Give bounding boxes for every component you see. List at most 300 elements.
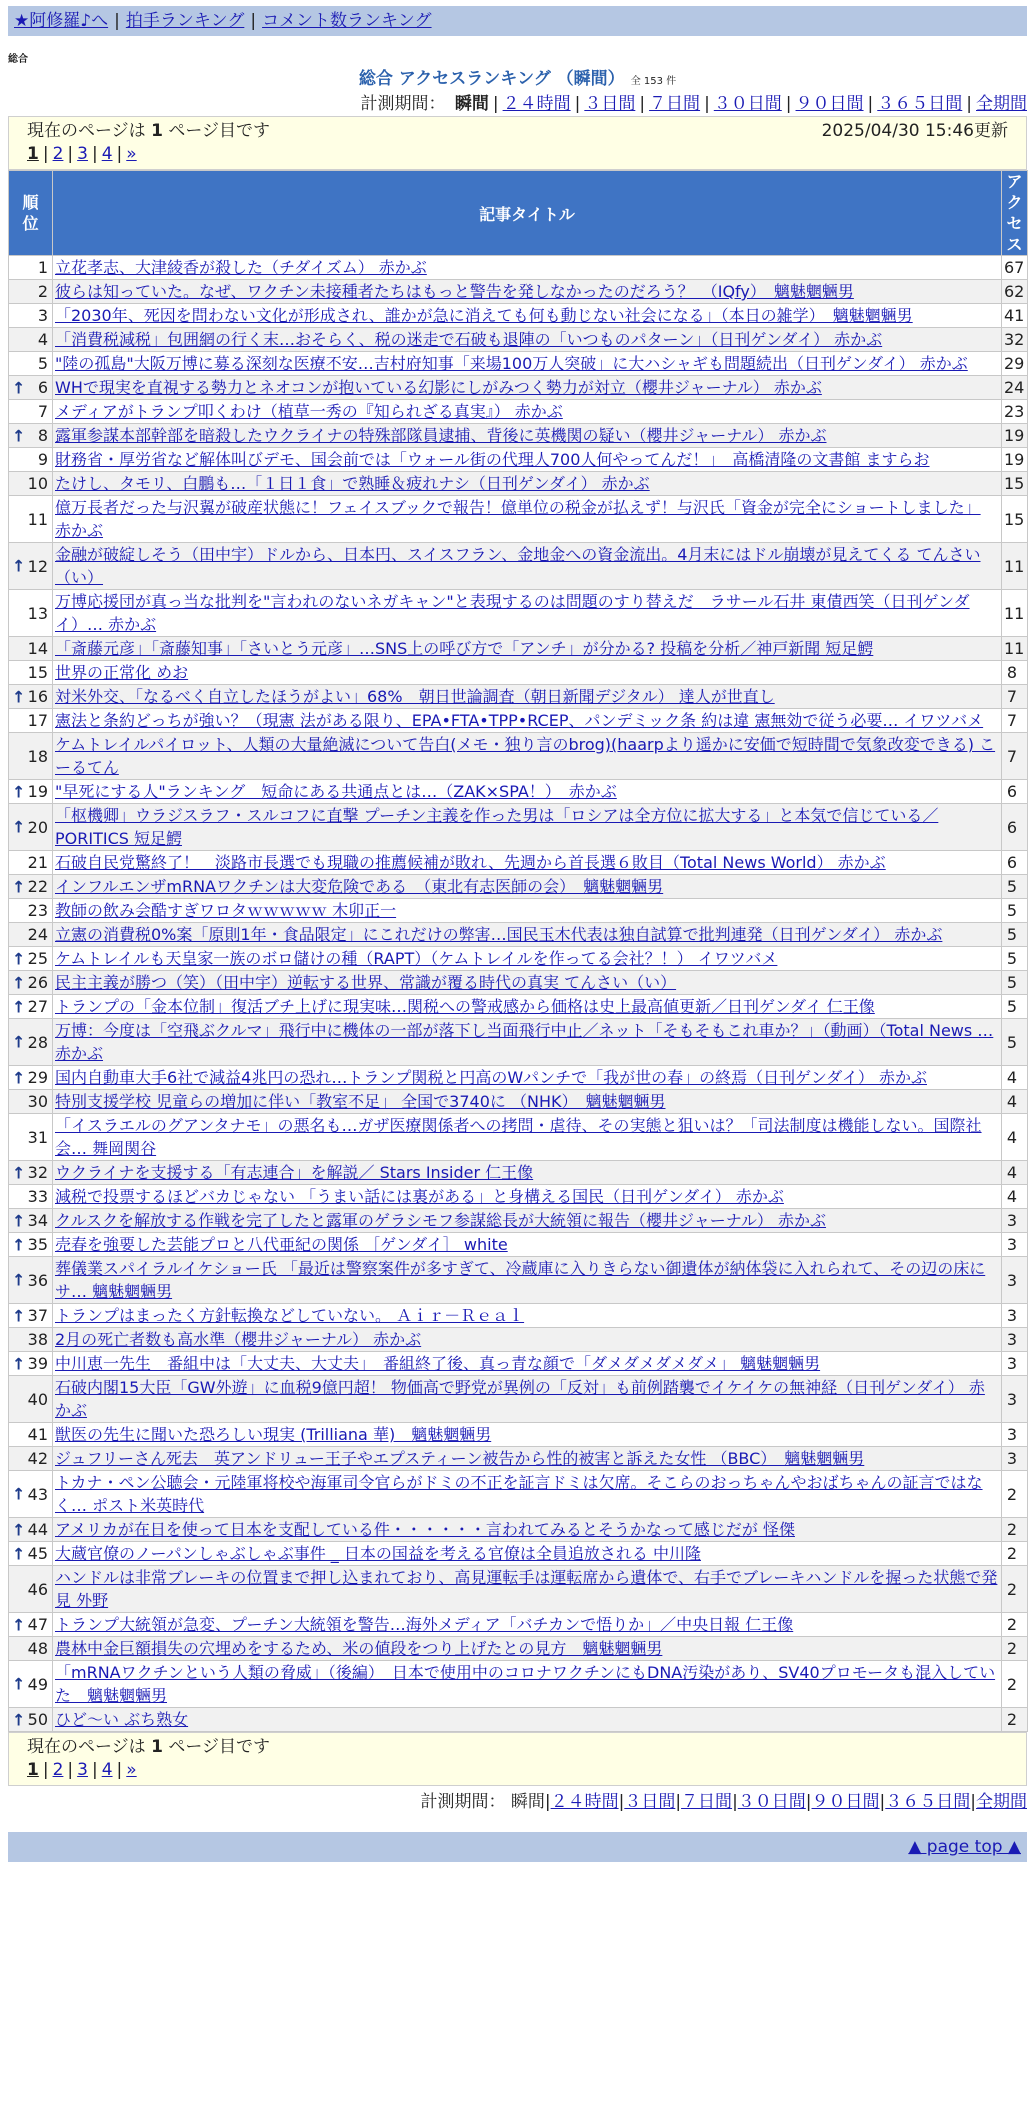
period-option-bottom[interactable]: ９０日間 <box>811 1792 880 1812</box>
period-option-bottom[interactable]: ２４時間 <box>550 1792 619 1812</box>
period-option[interactable]: ３日間 <box>584 94 636 114</box>
table-row <box>9 851 1028 875</box>
title-cell <box>53 496 1002 543</box>
table-row <box>9 280 1028 304</box>
access-count: 5 <box>1002 971 1028 995</box>
article-title-link[interactable]: 「消費税減税」包囲網の行く末…おそらく、税の迷走で石破も退陣の「いつものパターン」（日刊ゲンダイ） 赤かぶ <box>55 330 883 349</box>
title-cell <box>53 899 1002 923</box>
rank-cell <box>9 448 53 472</box>
pager-link[interactable]: 3 <box>77 144 88 164</box>
rank-cell <box>9 543 53 590</box>
pager-separator: | <box>67 1760 74 1780</box>
rank-cell <box>9 923 53 947</box>
rank-cell <box>9 1566 53 1613</box>
access-count: 5 <box>1002 899 1028 923</box>
rank-up-arrow-icon: ↑ <box>12 1354 26 1373</box>
rank-number: 32 <box>27 1163 48 1182</box>
rank-up-arrow-icon: ↑ <box>12 1710 26 1729</box>
rank-number: 43 <box>27 1484 48 1504</box>
rank-number: 23 <box>27 901 48 920</box>
title-cell <box>53 1447 1002 1471</box>
article-title-link[interactable]: インフルエンザmRNAワクチンは大変危険である （東北有志医師の会） 魑魅魍魎男 <box>55 877 664 896</box>
article-title-link[interactable]: ケムトレイルパイロット、人類の大量絶滅について告白(メモ・独り言のbrog)(haarpより遥かに安価で短時間で気象改変できる) こーるてん <box>55 735 996 777</box>
rank-number: 44 <box>27 1520 48 1539</box>
rank-number: 20 <box>27 817 48 837</box>
rank-up-arrow-icon: ↑ <box>12 817 26 837</box>
title-cell <box>53 923 1002 947</box>
col-header-access-label: アク セス <box>1006 172 1023 254</box>
access-count: 2 <box>1002 1637 1028 1661</box>
period-separator: | <box>805 1792 812 1812</box>
access-count: 2 <box>1002 1471 1028 1518</box>
rank-cell <box>9 1518 53 1542</box>
rank-cell <box>9 400 53 424</box>
article-title-link[interactable]: 財務省・厚労省など解体叫びデモ、国会前では「ウォール街の代理人700人何やってんだ！」 高橋清隆の文書館 ますらお <box>55 450 930 469</box>
access-count: 29 <box>1002 352 1028 376</box>
title-cell <box>53 1542 1002 1566</box>
rank-cell <box>9 1233 53 1257</box>
period-option-bottom[interactable]: ３０日間 <box>737 1792 806 1812</box>
pagination <box>27 142 1008 166</box>
access-count: 2 <box>1002 1542 1028 1566</box>
title-cell <box>53 376 1002 400</box>
rank-number: 28 <box>27 1032 48 1052</box>
article-title-link[interactable]: たけし、タモリ、白鵬も…「１日１食」で熟睡＆疲れナシ（日刊ゲンダイ） 赤かぶ <box>55 474 650 493</box>
table-row <box>9 1376 1028 1423</box>
table-row <box>9 1257 1028 1304</box>
rank-cell <box>9 899 53 923</box>
period-separator: | <box>574 94 581 114</box>
rank-up-arrow-icon: ↑ <box>12 1270 26 1290</box>
comment-ranking-link[interactable]: コメント数ランキング <box>262 11 432 31</box>
rank-cell <box>9 1161 53 1185</box>
table-row <box>9 899 1028 923</box>
rank-number: 1 <box>37 258 48 277</box>
table-row <box>9 1233 1028 1257</box>
title-cell <box>53 1114 1002 1161</box>
article-title-link[interactable]: ひど～い ぶち熟女 <box>55 1710 189 1729</box>
table-row <box>9 543 1028 590</box>
footer-bar <box>8 1832 1027 1862</box>
rank-number: 13 <box>27 603 48 623</box>
pager-separator: | <box>42 1760 49 1780</box>
page-info-box <box>8 116 1027 170</box>
rank-cell <box>9 1066 53 1090</box>
rank-cell <box>9 851 53 875</box>
rank-cell <box>9 1019 53 1066</box>
title-cell <box>53 1471 1002 1518</box>
table-row <box>9 1661 1028 1708</box>
rank-number: 9 <box>37 450 48 469</box>
article-title-link[interactable]: 万博：今度は「空飛ぶクルマ」飛行中に機体の一部が落下し当面飛行中止／ネット「そもそもこれ車か？」（動画）（Total News … 赤かぶ <box>55 1021 994 1063</box>
period-option-bottom[interactable]: ３６５日間 <box>885 1792 971 1812</box>
rank-cell <box>9 1090 53 1114</box>
article-title-link[interactable]: 減税で投票するほどバカじゃない 「うまい話には裏がある」と身構える国民（日刊ゲンダイ） 赤かぶ <box>55 1187 784 1206</box>
period-separator: | <box>544 1792 551 1812</box>
pager-link[interactable]: 2 <box>52 144 64 164</box>
title-cell <box>53 1090 1002 1114</box>
table-row <box>9 1566 1028 1613</box>
period-option[interactable]: ９０日間 <box>795 94 864 114</box>
title-cell <box>53 709 1002 733</box>
page-title: 総合 アクセスランキング （瞬間） <box>358 69 625 89</box>
rank-number: 7 <box>37 402 48 421</box>
col-header-title: 記事タイトル <box>53 171 1002 256</box>
rank-number: 5 <box>37 354 48 373</box>
title-cell <box>53 637 1002 661</box>
clap-ranking-link[interactable]: 拍手ランキング <box>125 11 245 31</box>
period-option-bottom[interactable]: ３日間 <box>624 1792 676 1812</box>
article-title-link[interactable]: 「イスラエルのグアンタナモ」の悪名も…ガザ医療関係者への拷問・虐待、その実態と狙いは？「司法制度は機能しない。国際社会… 舞岡関谷 <box>55 1116 982 1158</box>
rank-number: 30 <box>27 1092 48 1111</box>
period-selector-bottom <box>8 1790 1027 1814</box>
table-row <box>9 637 1028 661</box>
access-count: 3 <box>1002 1328 1028 1352</box>
rank-number: 11 <box>27 509 48 529</box>
article-title-link[interactable]: アメリカが在日を使って日本を支配している件・・・・・・言われてみるとそうかなって感じだが 怪傑 <box>55 1520 795 1539</box>
access-count: 2 <box>1002 1518 1028 1542</box>
period-separator: | <box>732 1792 738 1812</box>
rank-cell <box>9 637 53 661</box>
article-title-link[interactable]: 露軍参謀本部幹部を暗殺したウクライナの特殊部隊員逮捕、背後に英機関の疑い（櫻井ジャーナル） 赤かぶ <box>55 426 827 445</box>
rank-number: 48 <box>27 1639 48 1658</box>
title-cell <box>53 1161 1002 1185</box>
access-count: 19 <box>1002 448 1028 472</box>
article-title-link[interactable]: 葬儀業スパイラルイケショー氏 「最近は警察案件が多すぎて、冷蔵庫に入りきらない御遺体が納体袋に入れられて、その辺の床にサ… 魑魅魍魎男 <box>55 1259 986 1301</box>
article-title-link[interactable]: 万博応援団が真っ当な批判を"言われのないネガキャン"と表現するのは問題のすり替えだ ラサール石井 東債西笑（日刊ゲンダイ）… 赤かぶ <box>55 592 970 634</box>
updated-timestamp: 2025/04/30 15:46更新 <box>821 121 1008 141</box>
rank-number: 19 <box>27 782 48 801</box>
article-title-link[interactable]: 石破自民党驚終了！ 淡路市長選でも現職の推薦候補が敗れ、先週から首長選６敗目（Total News World） 赤かぶ <box>55 853 886 872</box>
rank-up-arrow-icon: ↑ <box>12 949 26 968</box>
table-row <box>9 685 1028 709</box>
rank-up-arrow-icon: ↑ <box>12 1211 26 1230</box>
table-row <box>9 1708 1028 1732</box>
title-cell <box>53 590 1002 637</box>
table-row <box>9 448 1028 472</box>
article-title-link[interactable]: 獣医の先生に聞いた恐ろしい現実 (Trilliana 華) 魑魅魍魎男 <box>55 1425 492 1444</box>
access-count: 4 <box>1002 1161 1028 1185</box>
rank-number: 16 <box>27 687 48 706</box>
access-count: 62 <box>1002 280 1028 304</box>
access-count: 5 <box>1002 875 1028 899</box>
access-count: 67 <box>1002 256 1028 280</box>
article-title-link[interactable]: ハンドルは非常ブレーキの位置まで押し込まれており、高見運転手は運転席から遺体で、右手でブレーキハンドルを握った状態で発見 外野 <box>55 1568 998 1610</box>
period-option[interactable]: ３０日間 <box>713 94 782 114</box>
rank-up-arrow-icon: ↑ <box>12 556 26 576</box>
rank-number: 10 <box>27 474 48 493</box>
access-count: 7 <box>1002 685 1028 709</box>
article-title-link[interactable]: 対米外交、「なるべく自立したほうがよい」68% 朝日世論調査（朝日新聞デジタル） 達人が世直し <box>55 687 775 706</box>
table-row <box>9 1304 1028 1328</box>
article-title-link[interactable]: "陸の孤島"大阪万博に募る深刻な医療不安…吉村府知事「来場100万人突破」に大ハシャギも問題続出（日刊ゲンダイ） 赤かぶ <box>55 354 968 373</box>
rank-cell <box>9 496 53 543</box>
article-title-link[interactable]: トカナ・ペン公聴会・元陸軍将校や海軍司令官らがドミの不正を証言ドミは欠席。そこらのおっちゃんやおばちゃんの証言ではなく… ポスト米英時代 <box>55 1473 983 1515</box>
table-row <box>9 328 1028 352</box>
title-cell <box>53 733 1002 780</box>
access-count: 3 <box>1002 1447 1028 1471</box>
article-title-link[interactable]: トランプはまったく方針転換などしていない。 Ａｉｒ－Ｒｅａｌ <box>55 1306 525 1325</box>
pager-separator: | <box>91 1760 98 1780</box>
rank-cell <box>9 1352 53 1376</box>
table-row <box>9 376 1028 400</box>
article-title-link[interactable]: 金融が破綻しそう（田中宇）ドルから、日本円、スイスフラン、金地金への資金流出。4月末にはドル崩壊が見えてくる てんさい（い） <box>55 545 981 587</box>
title-cell <box>53 256 1002 280</box>
period-separator: | <box>618 1792 625 1812</box>
rank-number: 35 <box>27 1235 48 1254</box>
table-row <box>9 1613 1028 1637</box>
access-count: 5 <box>1002 995 1028 1019</box>
title-cell <box>53 685 1002 709</box>
rank-up-arrow-icon: ↑ <box>12 426 26 445</box>
rank-cell <box>9 352 53 376</box>
access-count: 4 <box>1002 1185 1028 1209</box>
article-title-link[interactable]: "早死にする人"ランキング 短命にある共通点とは…（ZAK×SPA！） 赤かぶ <box>55 782 617 801</box>
rank-up-arrow-icon: ↑ <box>12 687 26 706</box>
table-row <box>9 400 1028 424</box>
table-row <box>9 1161 1028 1185</box>
rank-number: 17 <box>27 711 48 730</box>
access-count: 2 <box>1002 1661 1028 1708</box>
article-title-link[interactable]: 立花孝志、大津綾香が殺した（チダイズム） 赤かぶ <box>55 258 427 277</box>
title-cell <box>53 875 1002 899</box>
table-row <box>9 1066 1028 1090</box>
access-count: 4 <box>1002 1066 1028 1090</box>
article-title-link[interactable]: WHで現実を直視する勢力とネオコンが抱いている幻影にしがみつく勢力が対立（櫻井ジャーナル） 赤かぶ <box>55 378 822 397</box>
article-title-link[interactable]: 「mRNAワクチンという人類の脅威」（後編） 日本で使用中のコロナワクチンにもDNA汚染があり、SV40プロモータも混入していた 魑魅魍魎男 <box>55 1663 996 1705</box>
pager-link-bottom: 1 <box>27 1760 39 1780</box>
access-count: 3 <box>1002 1233 1028 1257</box>
title-cell <box>53 1257 1002 1304</box>
access-count: 2 <box>1002 1566 1028 1613</box>
period-separator: | <box>966 94 972 114</box>
article-title-link[interactable]: 国内自動車大手6社で減益4兆円の恐れ…トランプ関税と円高のWパンチで「我が世の春」の終焉（日刊ゲンダイ） 赤かぶ <box>55 1068 927 1087</box>
pager-link: 1 <box>27 144 39 164</box>
article-title-link[interactable]: メディアがトランプ叩くわけ（植草一秀の『知られざる真実』） 赤かぶ <box>55 402 563 421</box>
table-row <box>9 1637 1028 1661</box>
table-row <box>9 1090 1028 1114</box>
rank-cell <box>9 1114 53 1161</box>
article-title-link[interactable]: ケムトレイルも天皇家一族のボロ儲けの種（RAPT）（ケムトレイルを作ってる会社？！） イワツバメ <box>55 949 778 968</box>
title-cell <box>53 1304 1002 1328</box>
title-cell <box>53 1019 1002 1066</box>
title-cell <box>53 472 1002 496</box>
access-count: 3 <box>1002 1423 1028 1447</box>
rank-number: 27 <box>27 997 48 1016</box>
rank-cell <box>9 947 53 971</box>
rank-cell <box>9 780 53 804</box>
article-title-link[interactable]: 民主主義が勝つ（笑）（田中宇）逆転する世界、常識が覆る時代の真実 てんさい（い） <box>55 973 677 992</box>
table-row <box>9 1447 1028 1471</box>
rank-cell <box>9 1209 53 1233</box>
access-count: 3 <box>1002 1376 1028 1423</box>
title-cell <box>53 280 1002 304</box>
rank-number: 12 <box>27 556 48 576</box>
rank-cell <box>9 1447 53 1471</box>
title-cell <box>53 328 1002 352</box>
period-option-bottom: 瞬間 <box>510 1792 545 1812</box>
table-row <box>9 1185 1028 1209</box>
period-option[interactable]: ３６５日間 <box>877 94 963 114</box>
title-cell <box>53 543 1002 590</box>
table-row <box>9 661 1028 685</box>
article-title-link[interactable]: ウクライナを支援する「有志連合」を解説／ Stars Insider 仁王像 <box>55 1163 534 1182</box>
article-title-link[interactable]: 売春を強要した芸能プロと八代亜紀の関係 ［ゲンダイ］ white <box>55 1235 508 1254</box>
rank-up-arrow-icon: ↑ <box>12 1615 26 1634</box>
rank-number: 21 <box>27 853 48 872</box>
rank-cell <box>9 661 53 685</box>
access-count: 7 <box>1002 733 1028 780</box>
pager-link-bottom[interactable]: 3 <box>77 1760 88 1780</box>
table-row <box>9 1328 1028 1352</box>
table-row <box>9 590 1028 637</box>
title-cell <box>53 995 1002 1019</box>
title-cell <box>53 1352 1002 1376</box>
period-option-bottom[interactable]: 全期間 <box>976 1792 1027 1812</box>
period-separator: | <box>867 94 874 114</box>
pager-separator: | <box>67 144 74 164</box>
title-cell <box>53 1708 1002 1732</box>
article-title-link[interactable]: 特別支援学校 児童らの増加に伴い「教室不足」 全国で3740に （NHK） 魑魅魍魎男 <box>55 1092 666 1111</box>
rank-cell <box>9 590 53 637</box>
title-cell <box>53 1661 1002 1708</box>
title-cell <box>53 1637 1002 1661</box>
article-title-link[interactable]: 億万長者だった与沢翼が破産状態に！フェイスブックで報告！億単位の税金が払えず！与沢氏「資金が完全にショートしました」 赤かぶ <box>55 498 981 540</box>
period-selector <box>8 92 1027 116</box>
access-count: 11 <box>1002 590 1028 637</box>
rank-number: 14 <box>27 639 48 658</box>
pager-link[interactable]: 4 <box>101 144 113 164</box>
article-title-link[interactable]: 石破内閣15大臣「GW外遊」に血税9億円超！ 物価高で野党が異例の「反対」も前例踏襲でイケイケの無神経（日刊ゲンダイ） 赤かぶ <box>55 1378 985 1420</box>
article-title-link[interactable]: クルスクを解放する作戦を完了したと露軍のゲラシモフ参謀総長が大統領に報告（櫻井ジャーナル） 赤かぶ <box>55 1211 827 1230</box>
table-row <box>9 1114 1028 1161</box>
rank-number: 24 <box>27 925 48 944</box>
article-title-link[interactable]: ジュフリーさん死去 英アンドリュー王子やエプスティーン被告から性的被害と訴えた女性 （BBC） 魑魅魍魎男 <box>55 1449 865 1468</box>
article-title-link[interactable]: 教師の飲み会酷すぎワロタｗｗｗｗｗ 木卯正一 <box>55 901 397 920</box>
article-title-link[interactable]: 立憲の消費税0%案「原則1年・食品限定」にこれだけの弊害…国民玉木代表は独自試算で批判連発（日刊ゲンダイ） 赤かぶ <box>55 925 943 944</box>
article-title-link[interactable]: 「2030年、死因を問わない文化が形成され、誰かが急に消えても何も動じない社会になる」（本日の雑学） 魑魅魍魎男 <box>55 306 913 325</box>
period-separator: | <box>639 94 646 114</box>
access-count: 41 <box>1002 304 1028 328</box>
access-count: 4 <box>1002 1090 1028 1114</box>
article-title-link[interactable]: 「斎藤元彦」「斎藤知事」「さいとう元彦」…SNS上の呼び方で「アンチ」が分かる? 投稿を分析／神戸新聞 短足鰐 <box>55 639 874 658</box>
rank-cell <box>9 1542 53 1566</box>
rank-up-arrow-icon: ↑ <box>12 378 26 397</box>
period-option[interactable]: ７日間 <box>649 94 701 114</box>
rank-cell <box>9 1708 53 1732</box>
rank-up-arrow-icon: ↑ <box>12 1306 26 1325</box>
access-count: 3 <box>1002 1304 1028 1328</box>
pager-separator: | <box>116 144 123 164</box>
article-title-link[interactable]: 彼らは知っていた。なぜ、ワクチン未接種者たちはもっと警告を発しなかったのだろう？ （IQfy） 魑魅魍魎男 <box>55 282 854 301</box>
rank-number: 3 <box>37 306 48 325</box>
rank-cell <box>9 995 53 1019</box>
col-header-rank-label: 順 位 <box>22 193 39 233</box>
period-option[interactable]: 全期間 <box>976 94 1027 114</box>
title-cell <box>53 448 1002 472</box>
table-row <box>9 1352 1028 1376</box>
access-count: 2 <box>1002 1708 1028 1732</box>
pager-link-bottom[interactable]: » <box>126 1760 137 1780</box>
period-option[interactable]: ２４時間 <box>502 94 571 114</box>
home-link[interactable]: ★阿修羅♪へ <box>14 11 109 31</box>
article-title-link[interactable]: 「枢機卿」ウラジスラフ・スルコフに直撃 プーチン主義を作った男は「ロシアは全方位に拡大する」と本気で信じている／PORITICS 短足鰐 <box>55 806 939 848</box>
rank-cell <box>9 1661 53 1708</box>
access-count: 2 <box>1002 1613 1028 1637</box>
period-label: 計測期間： <box>360 94 446 114</box>
article-title-link[interactable]: 中川恵一先生 番組中は「大丈夫、大丈夫」 番組終了後、真っ青な顔で「ダメダメダメダメ」 魑魅魍魎男 <box>55 1354 821 1373</box>
table-row <box>9 1209 1028 1233</box>
rank-up-arrow-icon: ↑ <box>12 1674 26 1694</box>
title-cell <box>53 1566 1002 1613</box>
rank-up-arrow-icon: ↑ <box>12 782 26 801</box>
pager-link-bottom[interactable]: 4 <box>101 1760 113 1780</box>
rank-number: 34 <box>27 1211 48 1230</box>
col-header-rank <box>9 171 53 256</box>
rank-number: 6 <box>37 378 48 397</box>
rank-number: 50 <box>27 1710 48 1729</box>
article-title-link[interactable]: トランプ大統領が急変、プーチン大統領を警告…海外メディア「バチカンで悟りか」／中央日報 仁王像 <box>55 1615 794 1634</box>
period-label-bottom: 計測期間： <box>420 1792 506 1812</box>
title-cell <box>53 1423 1002 1447</box>
rank-cell <box>9 472 53 496</box>
article-title-link[interactable]: 2月の死亡者数も高水準（櫻井ジャーナル） 赤かぶ <box>55 1330 422 1349</box>
rank-cell <box>9 280 53 304</box>
rank-number: 37 <box>27 1306 48 1325</box>
page-info-box-bottom <box>8 1732 1027 1786</box>
current-page-text-bottom: 現在のページは 1 ページ目です <box>27 1737 270 1757</box>
article-title-link[interactable]: トランプの「金本位制」復活ブチ上げに現実味…関税への警戒感から価格は史上最高値更新／日刊ゲンダイ 仁王像 <box>55 997 875 1016</box>
rank-cell <box>9 304 53 328</box>
rank-cell <box>9 1471 53 1518</box>
access-count: 4 <box>1002 1114 1028 1161</box>
rank-number: 41 <box>27 1425 48 1444</box>
article-title-link[interactable]: 憲法と条約どっちが強い？（現憲 法がある限り、EPA•FTA•TPP•RCEP、パンデミック条 約は違 憲無効で従う必要… イワツバメ <box>55 711 984 730</box>
table-row <box>9 995 1028 1019</box>
pager-link-bottom[interactable]: 2 <box>52 1760 64 1780</box>
current-page-text: 現在のページは 1 ページ目です <box>27 121 270 141</box>
section-tag: 総合 <box>8 54 28 65</box>
pager-link[interactable]: » <box>126 144 137 164</box>
pager-separator: | <box>91 144 98 164</box>
rank-number: 29 <box>27 1068 48 1087</box>
table-row <box>9 1471 1028 1518</box>
article-title-link[interactable]: 大蔵官僚のノーパンしゃぶしゃぶ事件 _ 日本の国益を考える官僚は全員追放される 中川隆 <box>55 1544 701 1563</box>
rank-number: 26 <box>27 973 48 992</box>
pagination-bottom <box>27 1758 1008 1782</box>
rank-number: 22 <box>27 877 48 896</box>
rank-cell <box>9 971 53 995</box>
access-count: 7 <box>1002 709 1028 733</box>
period-separator: | <box>879 1792 886 1812</box>
table-row <box>9 923 1028 947</box>
title-cell <box>53 1066 1002 1090</box>
title-cell <box>53 352 1002 376</box>
article-title-link[interactable]: 農林中金巨額損失の穴埋めをするため、米の値段をつり上げたとの見方 魑魅魍魎男 <box>55 1639 663 1658</box>
rank-up-arrow-icon: ↑ <box>12 1484 26 1504</box>
rank-cell <box>9 376 53 400</box>
period-option-bottom[interactable]: ７日間 <box>681 1792 733 1812</box>
table-row <box>9 1423 1028 1447</box>
rank-up-arrow-icon: ↑ <box>12 1235 26 1254</box>
rank-number: 49 <box>27 1674 48 1694</box>
rank-number: 18 <box>27 746 48 766</box>
page-top-link[interactable]: ▲ page top ▲ <box>908 1837 1021 1857</box>
access-count: 15 <box>1002 472 1028 496</box>
article-title-link[interactable]: 世界の正常化 めお <box>55 663 189 682</box>
rank-number: 15 <box>27 663 48 682</box>
table-row <box>9 496 1028 543</box>
